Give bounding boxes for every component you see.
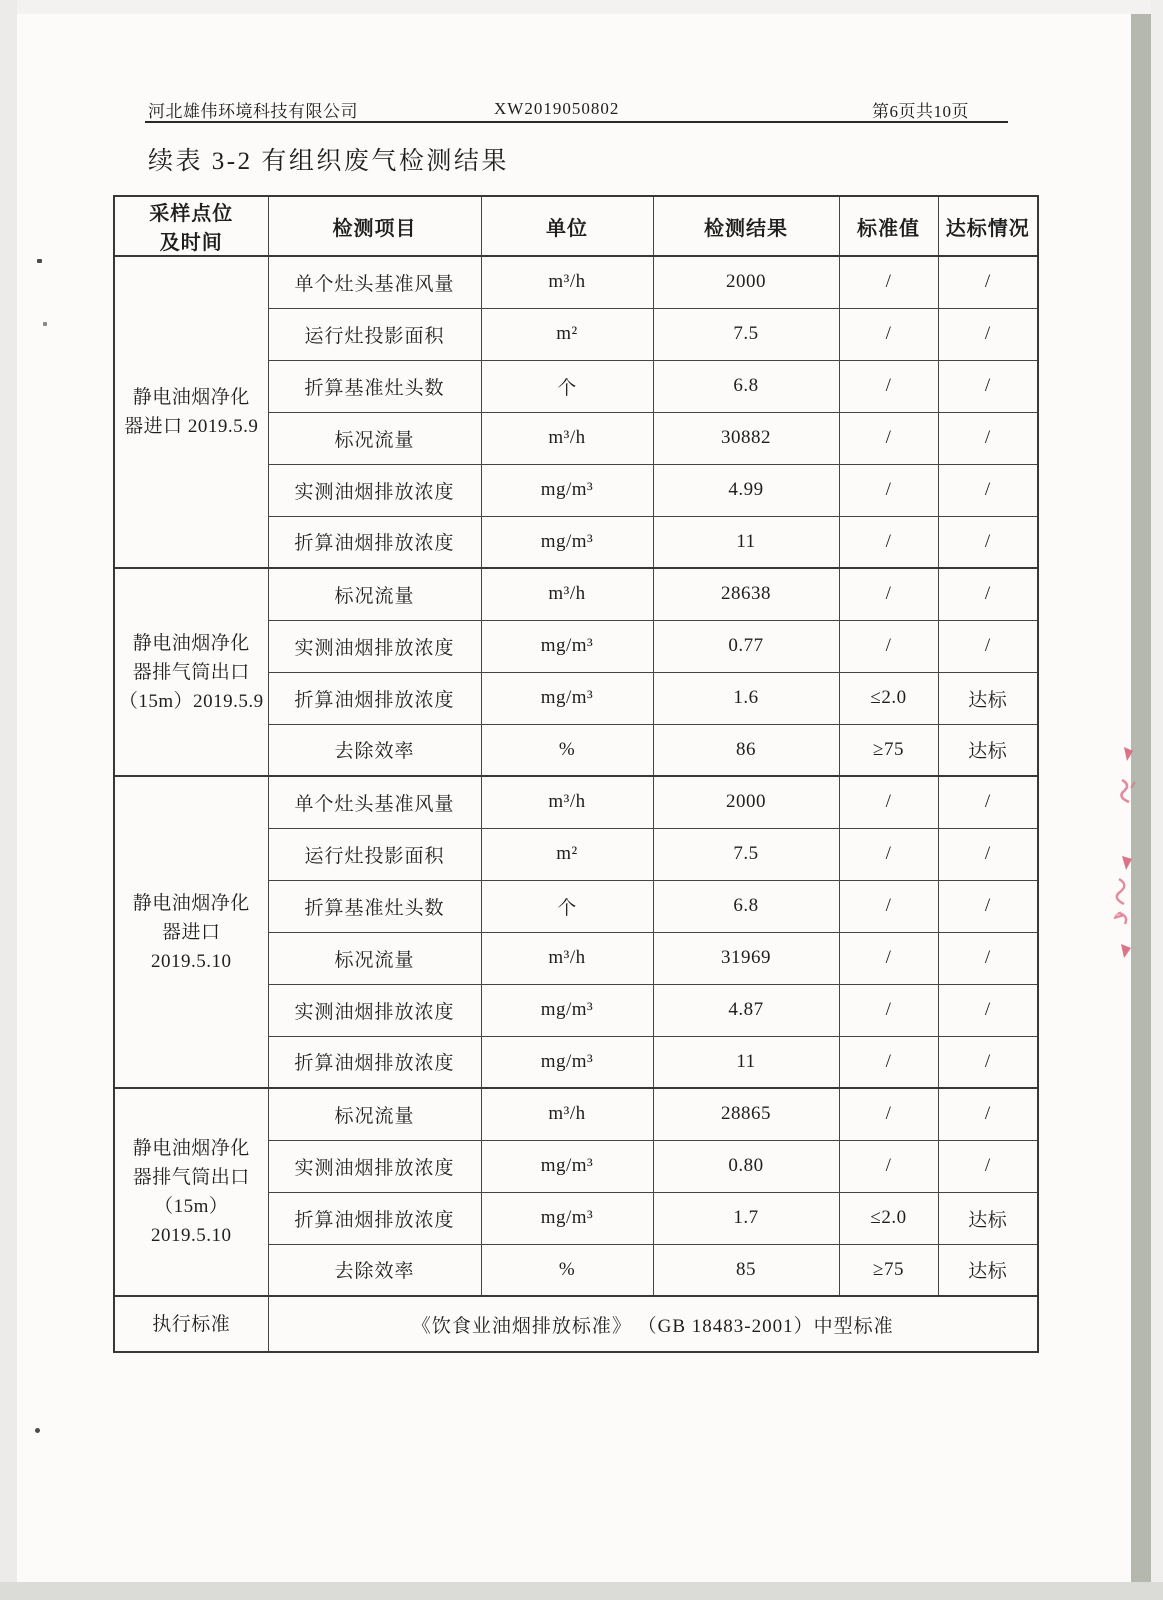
cell-standard: / xyxy=(839,984,938,1036)
company-name: 河北雄伟环境科技有限公司 xyxy=(148,102,358,121)
cell-unit: 个 xyxy=(481,360,653,412)
sample-point-label-line: 器排气筒出口 xyxy=(132,1167,250,1188)
col-header-unit: 单位 xyxy=(481,196,653,256)
cell-result: 4.99 xyxy=(653,464,839,516)
cell-standard: / xyxy=(839,828,938,880)
cell-unit: m² xyxy=(481,308,653,360)
sample-point-label xyxy=(114,1088,268,1296)
cell-standard: / xyxy=(839,568,938,620)
cell-status: / xyxy=(938,464,1038,516)
col-header-sample-point-line2: 及时间 xyxy=(159,232,223,254)
table-row xyxy=(114,776,1038,828)
cell-standard: / xyxy=(839,776,938,828)
table-row xyxy=(114,1088,1038,1140)
cell-result: 4.87 xyxy=(653,984,839,1036)
col-header-sample-point-line1: 采样点位 xyxy=(149,203,234,225)
cell-unit: 个 xyxy=(481,880,653,932)
cell-standard: ≥75 xyxy=(839,724,938,776)
cell-status: / xyxy=(938,516,1038,568)
cell-status: / xyxy=(938,256,1038,308)
cell-item: 去除效率 xyxy=(268,1244,481,1296)
cell-unit: m³/h xyxy=(481,932,653,984)
cell-status: 达标 xyxy=(938,672,1038,724)
cell-result: 0.80 xyxy=(653,1140,839,1192)
cell-result: 6.8 xyxy=(653,880,839,932)
cell-standard: / xyxy=(839,1088,938,1140)
scan-speck xyxy=(35,1428,40,1433)
sample-point-label xyxy=(114,256,268,568)
sample-point-label-line: 静电油烟净化 xyxy=(132,1138,250,1159)
cell-result: 28638 xyxy=(653,568,839,620)
scan-edge-left xyxy=(0,0,17,1600)
cell-result: 86 xyxy=(653,724,839,776)
cell-result: 1.7 xyxy=(653,1192,839,1244)
cell-item: 去除效率 xyxy=(268,724,481,776)
header-underline xyxy=(145,121,1008,123)
cell-item: 折算基准灶头数 xyxy=(268,880,481,932)
cell-unit: m² xyxy=(481,828,653,880)
cell-result: 0.77 xyxy=(653,620,839,672)
cell-unit: m³/h xyxy=(481,412,653,464)
cell-standard: / xyxy=(839,932,938,984)
cell-result: 11 xyxy=(653,516,839,568)
sample-point-label xyxy=(114,776,268,1088)
footer-label: 执行标准 xyxy=(114,1296,268,1352)
cell-status: / xyxy=(938,620,1038,672)
cell-unit: mg/m³ xyxy=(481,620,653,672)
cell-item: 单个灶头基准风量 xyxy=(268,256,481,308)
col-header-sample-point xyxy=(114,196,268,256)
cell-unit: m³/h xyxy=(481,568,653,620)
cell-standard: / xyxy=(839,516,938,568)
cell-status: / xyxy=(938,984,1038,1036)
cell-unit: mg/m³ xyxy=(481,516,653,568)
cell-item: 实测油烟排放浓度 xyxy=(268,464,481,516)
cell-unit: mg/m³ xyxy=(481,1192,653,1244)
cell-item: 标况流量 xyxy=(268,568,481,620)
cell-item: 标况流量 xyxy=(268,1088,481,1140)
footer-row xyxy=(114,1296,1038,1352)
sample-point-label-line: 器进口 xyxy=(161,921,221,943)
cell-result: 28865 xyxy=(653,1088,839,1140)
col-header-result: 检测结果 xyxy=(653,196,839,256)
sample-point-label-line: 器排气筒出口 xyxy=(132,661,250,683)
cell-item: 运行灶投影面积 xyxy=(268,308,481,360)
cell-status: / xyxy=(938,828,1038,880)
table-body xyxy=(114,256,1038,1296)
table-row xyxy=(114,256,1038,308)
cell-unit: mg/m³ xyxy=(481,464,653,516)
cell-standard: ≤2.0 xyxy=(839,672,938,724)
cell-result: 6.8 xyxy=(653,360,839,412)
cell-status: / xyxy=(938,360,1038,412)
cell-standard: / xyxy=(839,360,938,412)
results-table xyxy=(113,195,1039,1353)
cell-item: 折算油烟排放浓度 xyxy=(268,516,481,568)
cell-item: 单个灶头基准风量 xyxy=(268,776,481,828)
cell-standard: / xyxy=(839,308,938,360)
report-number: XW2019050802 xyxy=(494,99,620,118)
cell-status: / xyxy=(938,1088,1038,1140)
sample-point-label-line: 2019.5.10 xyxy=(151,1225,232,1246)
red-stamp-marks xyxy=(1093,728,1141,978)
cell-result: 11 xyxy=(653,1036,839,1088)
cell-item: 标况流量 xyxy=(268,412,481,464)
sample-point-label-line: 静电油烟净化 xyxy=(132,632,250,654)
cell-status: 达标 xyxy=(938,724,1038,776)
cell-result: 30882 xyxy=(653,412,839,464)
cell-result: 7.5 xyxy=(653,828,839,880)
table-row xyxy=(114,568,1038,620)
scan-speck xyxy=(43,322,47,326)
cell-standard: / xyxy=(839,620,938,672)
cell-standard: / xyxy=(839,1140,938,1192)
cell-standard: / xyxy=(839,464,938,516)
cell-unit: mg/m³ xyxy=(481,1036,653,1088)
cell-status: 达标 xyxy=(938,1192,1038,1244)
col-header-status: 达标情况 xyxy=(938,196,1038,256)
cell-item: 折算油烟排放浓度 xyxy=(268,672,481,724)
table-title: 续表 3-2 有组织废气检测结果 xyxy=(148,148,509,175)
cell-unit: mg/m³ xyxy=(481,984,653,1036)
col-header-standard: 标准值 xyxy=(839,196,938,256)
cell-status: / xyxy=(938,412,1038,464)
page-indicator: 第6页共10页 xyxy=(872,102,969,121)
footer-value: 《饮食业油烟排放标准》 （GB 18483-2001）中型标准 xyxy=(268,1296,1038,1352)
cell-status: / xyxy=(938,880,1038,932)
cell-result: 31969 xyxy=(653,932,839,984)
cell-unit: % xyxy=(481,1244,653,1296)
cell-unit: % xyxy=(481,724,653,776)
cell-status: / xyxy=(938,932,1038,984)
cell-standard: ≤2.0 xyxy=(839,1192,938,1244)
sample-point-label-line: 静电油烟净化 xyxy=(132,892,250,914)
cell-status: 达标 xyxy=(938,1244,1038,1296)
sample-point-label xyxy=(114,568,268,776)
cell-unit: mg/m³ xyxy=(481,672,653,724)
cell-result: 2000 xyxy=(653,776,839,828)
cell-unit: m³/h xyxy=(481,256,653,308)
cell-item: 实测油烟排放浓度 xyxy=(268,1140,481,1192)
sample-point-label-line: 2019.5.10 xyxy=(151,950,232,972)
sample-point-label-line: 静电油烟净化 xyxy=(132,387,250,408)
cell-result: 85 xyxy=(653,1244,839,1296)
cell-status: / xyxy=(938,1140,1038,1192)
cell-item: 折算基准灶头数 xyxy=(268,360,481,412)
cell-standard: / xyxy=(839,1036,938,1088)
cell-status: / xyxy=(938,568,1038,620)
cell-item: 实测油烟排放浓度 xyxy=(268,620,481,672)
scan-edge-right xyxy=(1151,0,1163,1600)
cell-unit: mg/m³ xyxy=(481,1140,653,1192)
cell-result: 7.5 xyxy=(653,308,839,360)
cell-result: 1.6 xyxy=(653,672,839,724)
cell-status: / xyxy=(938,776,1038,828)
cell-standard: / xyxy=(839,880,938,932)
table-header-row xyxy=(114,196,1038,256)
cell-unit: m³/h xyxy=(481,1088,653,1140)
cell-status: / xyxy=(938,308,1038,360)
cell-item: 标况流量 xyxy=(268,932,481,984)
cell-unit: m³/h xyxy=(481,776,653,828)
sample-point-label-line: 器进口 2019.5.9 xyxy=(124,416,259,437)
col-header-item: 检测项目 xyxy=(268,196,481,256)
cell-item: 折算油烟排放浓度 xyxy=(268,1036,481,1088)
sample-point-label-line: （15m） xyxy=(154,1196,229,1217)
cell-result: 2000 xyxy=(653,256,839,308)
cell-standard: ≥75 xyxy=(839,1244,938,1296)
cell-item: 运行灶投影面积 xyxy=(268,828,481,880)
scan-edge-top xyxy=(0,0,1163,14)
cell-standard: / xyxy=(839,412,938,464)
cell-item: 折算油烟排放浓度 xyxy=(268,1192,481,1244)
sample-point-label-line: （15m）2019.5.9 xyxy=(118,690,264,712)
scan-speck xyxy=(37,259,42,263)
cell-item: 实测油烟排放浓度 xyxy=(268,984,481,1036)
scan-edge-bottom xyxy=(0,1582,1163,1600)
cell-status: / xyxy=(938,1036,1038,1088)
cell-standard: / xyxy=(839,256,938,308)
